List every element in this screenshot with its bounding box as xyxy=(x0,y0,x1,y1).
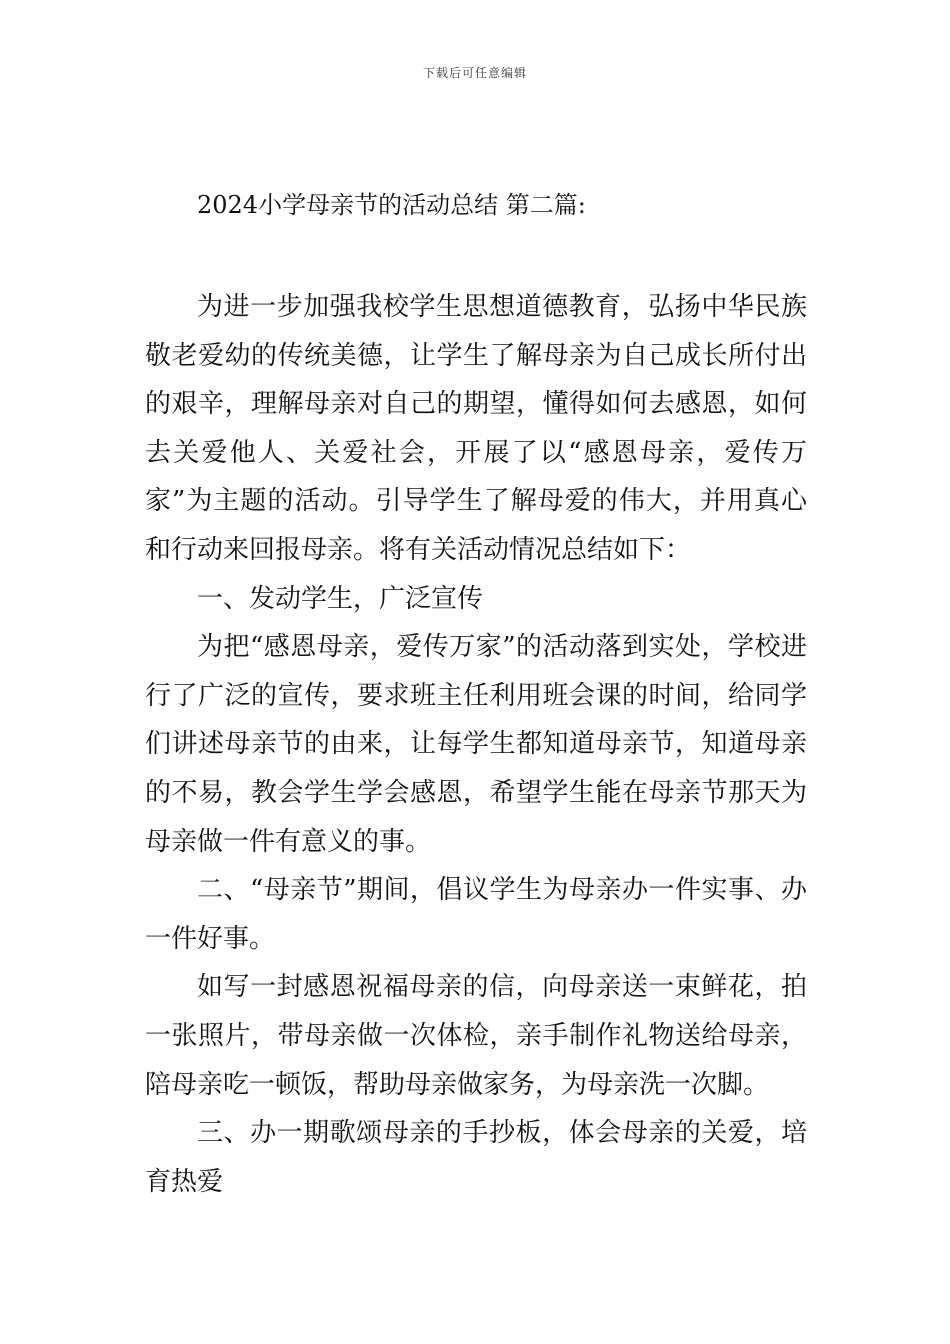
section-heading-3: 三、办一期歌颂母亲的手抄板，体会母亲的关爱，培育热爱 xyxy=(145,1118,807,1197)
paragraph-examples: 如写一封感恩祝福母亲的信，向母亲送一束鲜花，拍一张照片，带母亲做一次体检，亲手制作礼物送给母亲，陪母亲吃一顿饭，帮助母亲做家务，为母亲洗一次脚。 xyxy=(145,972,807,1100)
document-title: 2024小学母亲节的活动总结 第二篇: xyxy=(197,191,586,219)
paragraph-publicity: 为把“感恩母亲，爱传万家”的活动落到实处，学校进行了广泛的宣传，要求班主任利用班会课的时间，给同学们讲述母亲节的由来，让每学生都知道母亲节，知道母亲的不易，教会学生学会感恩，希望学生能在母亲节那天为母亲做一件有意义的事。 xyxy=(145,632,807,857)
document-body xyxy=(145,283,807,1206)
section-heading-1: 一、发动学生，广泛宣传 xyxy=(197,583,484,614)
paragraph-intro: 为进一步加强我校学生思想道德教育，弘扬中华民族敬老爱幼的传统美德，让学生了解母亲为自己成长所付出的艰辛，理解母亲对自己的期望，懂得如何去感恩，如何去关爱他人、关爱社会，开展了以“感恩母亲，爱传万家”为主题的活动。引导学生了解母爱的伟大，并用真心和行动来回报母亲。将有关活动情况总结如下： xyxy=(145,292,807,565)
section-heading-2: 二、“母亲节”期间，倡议学生为母亲办一件实事、办一件好事。 xyxy=(145,875,807,954)
page-header-note: 下载后可任意编辑 xyxy=(422,66,527,80)
